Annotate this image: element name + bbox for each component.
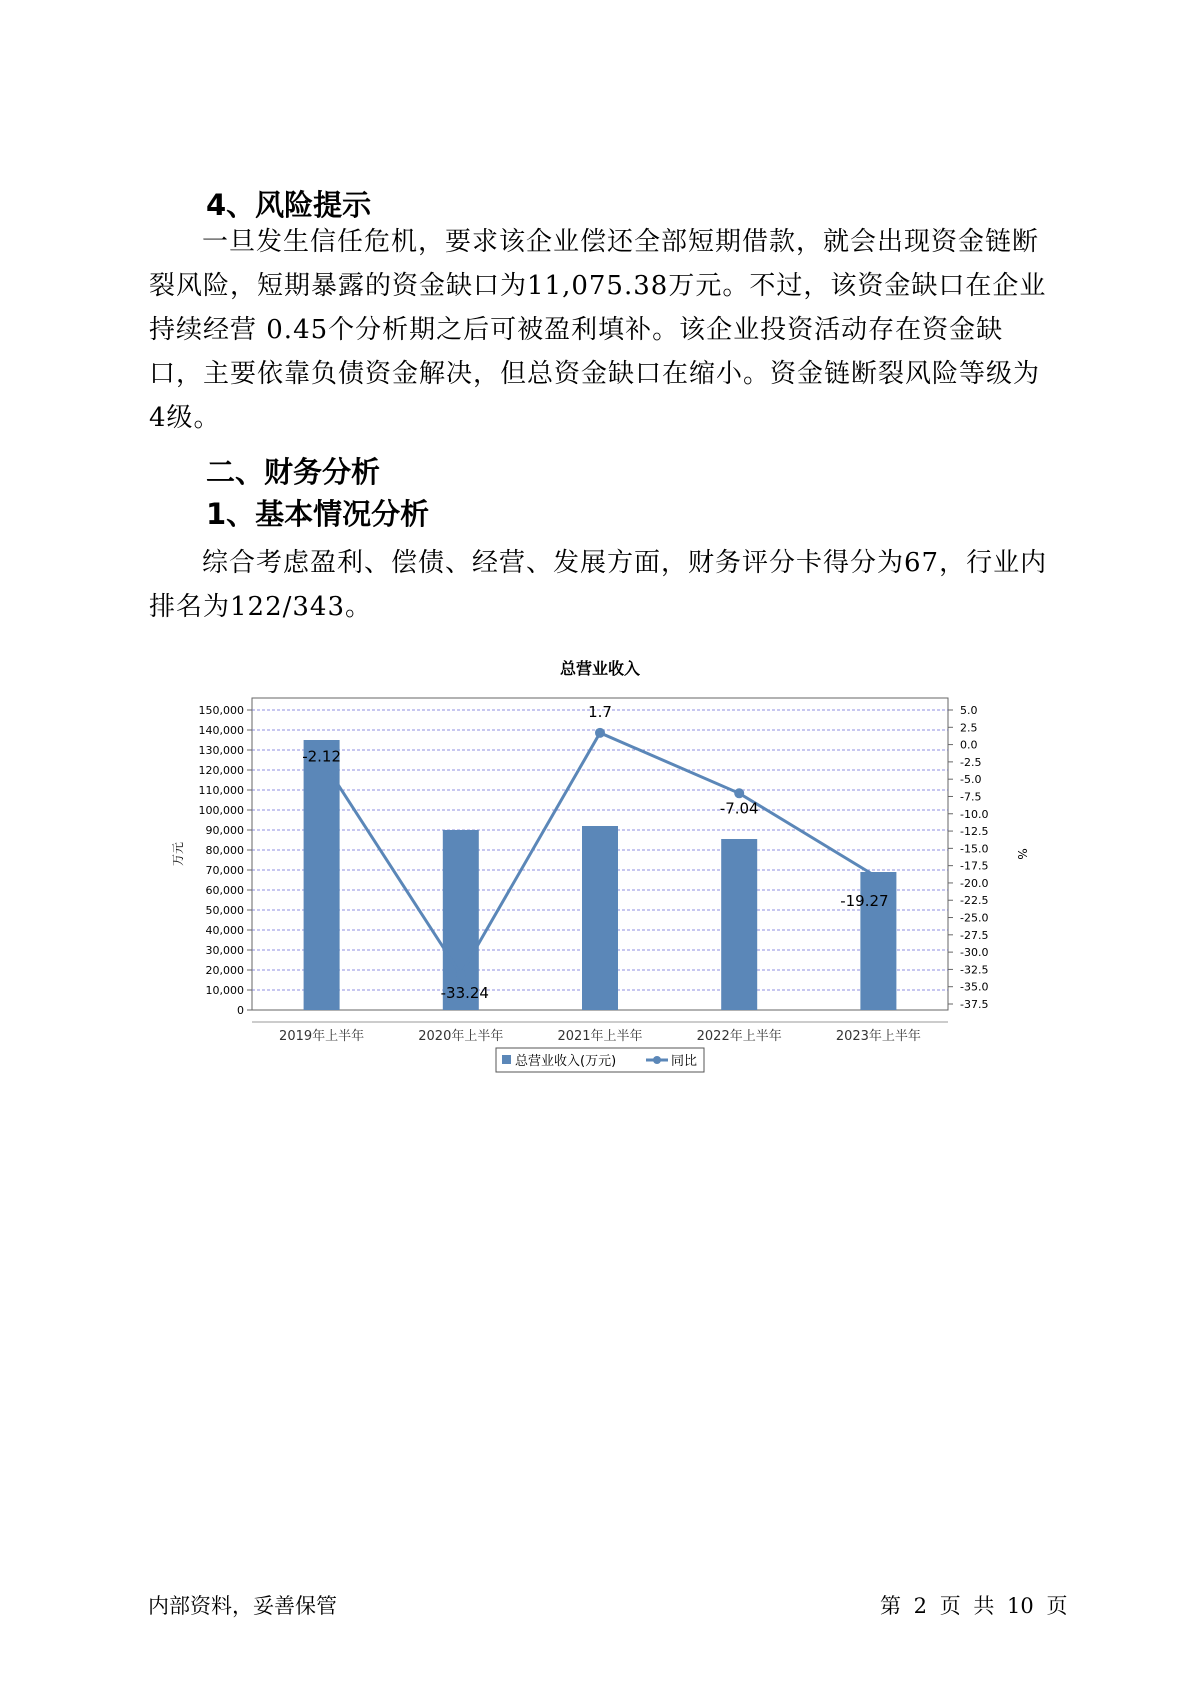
- footer-page-number: 第 2 页 共 10 页: [880, 1594, 1068, 1618]
- y-left-tick-label: 70,000: [205, 864, 244, 877]
- y-left-tick-label: 30,000: [205, 944, 244, 957]
- y-right-tick-label: -17.5: [960, 859, 989, 873]
- bar-2: [443, 830, 479, 1010]
- y-right-tick-label: -15.0: [960, 842, 989, 856]
- y-right-tick-label: -22.5: [960, 894, 989, 908]
- y-right-axis-label: %: [1015, 848, 1029, 860]
- y-right-tick-label: -25.0: [960, 911, 989, 925]
- bar-3: [582, 826, 618, 1010]
- y-left-tick-label: 120,000: [198, 764, 244, 777]
- yoy-point-5: [873, 873, 883, 883]
- finance-heading: 二、财务分析: [206, 455, 381, 489]
- y-left-tick-label: 20,000: [205, 964, 244, 977]
- data-label-3: 1.7: [588, 702, 612, 721]
- x-tick-label: 2019年上半年: [279, 1029, 365, 1044]
- x-tick-label: 2020年上半年: [418, 1029, 504, 1044]
- y-right-tick-label: 5.0: [960, 704, 978, 717]
- data-label-1: -2.12: [302, 747, 342, 766]
- x-tick-label: 2022年上半年: [696, 1029, 782, 1044]
- y-left-tick-label: 0: [237, 1004, 244, 1017]
- legend-bar-swatch: [502, 1055, 511, 1064]
- basic-heading: 1、基本情况分析: [206, 497, 430, 531]
- y-right-tick-label: -37.5: [960, 998, 989, 1011]
- y-left-tick-label: 10,000: [205, 984, 244, 997]
- y-right-tick-label: -35.0: [960, 980, 989, 994]
- legend-line-marker: [653, 1056, 661, 1064]
- chart-title: 总营业收入: [559, 659, 641, 678]
- y-left-tick-label: 90,000: [205, 824, 244, 837]
- data-label-5: -19.27: [840, 891, 889, 910]
- y-left-tick-label: 110,000: [198, 784, 244, 797]
- y-left-tick-label: 60,000: [205, 884, 244, 897]
- yoy-point-3: [595, 728, 605, 738]
- yoy-point-2: [456, 970, 466, 980]
- y-left-tick-label: 100,000: [198, 804, 244, 817]
- y-right-tick-label: -7.5: [960, 790, 982, 804]
- data-label-2: -33.24: [440, 984, 489, 1002]
- y-right-tick-label: -10.0: [960, 807, 989, 821]
- data-label-4: -7.04: [719, 799, 759, 818]
- y-left-tick-label: 40,000: [205, 924, 244, 937]
- y-left-tick-label: 130,000: [198, 744, 244, 757]
- yoy-point-4: [734, 788, 744, 798]
- y-right-tick-label: -20.0: [960, 876, 989, 890]
- y-right-tick-label: -5.0: [960, 773, 982, 787]
- x-tick-label: 2021年上半年: [557, 1029, 643, 1044]
- y-left-axis-label: 万元: [171, 841, 185, 867]
- y-right-tick-label: 2.5: [960, 721, 978, 735]
- y-right-tick-label: -2.5: [960, 755, 982, 769]
- footer-confidential: 内部资料，妥善保管: [148, 1594, 337, 1618]
- y-left-tick-label: 140,000: [198, 724, 244, 737]
- y-right-tick-label: -27.5: [960, 928, 989, 942]
- chart-svg: [160, 659, 1050, 1160]
- legend-line-label: 同比: [671, 1054, 698, 1069]
- legend-bar-label: 总营业收入(万元): [515, 1054, 617, 1069]
- y-right-tick-label: 0.0: [960, 738, 978, 752]
- risk-heading: 4、风险提示: [206, 188, 372, 222]
- y-right-tick-label: -32.5: [960, 963, 989, 977]
- y-left-tick-label: 80,000: [205, 844, 244, 857]
- basic-paragraph: 综合考虑盈利、偿债、经营、发展方面，财务评分卡得分为67，行业内排名为122/343。: [149, 548, 1048, 622]
- bar-4: [721, 839, 757, 1010]
- y-left-tick-label: 150,000: [198, 704, 244, 717]
- x-tick-label: 2023年上半年: [835, 1029, 921, 1044]
- risk-paragraph: 一旦发生信任危机，要求该企业偿还全部短期借款，就会出现资金链断裂风险，短期暴露的资金缺口为11,075.38万元。不过，该资金缺口在企业持续经营 0.45个分析期之后可被盈利填补。该企业投资活动存在资金缺口，主要依靠负债资金解决，但总资金缺口在缩小。资金链断裂风险等级为4级。: [149, 227, 1047, 433]
- y-left-tick-label: 50,000: [205, 904, 244, 917]
- y-right-tick-label: -12.5: [960, 825, 989, 839]
- revenue-chart: [160, 659, 1050, 1160]
- y-right-tick-label: -30.0: [960, 946, 989, 960]
